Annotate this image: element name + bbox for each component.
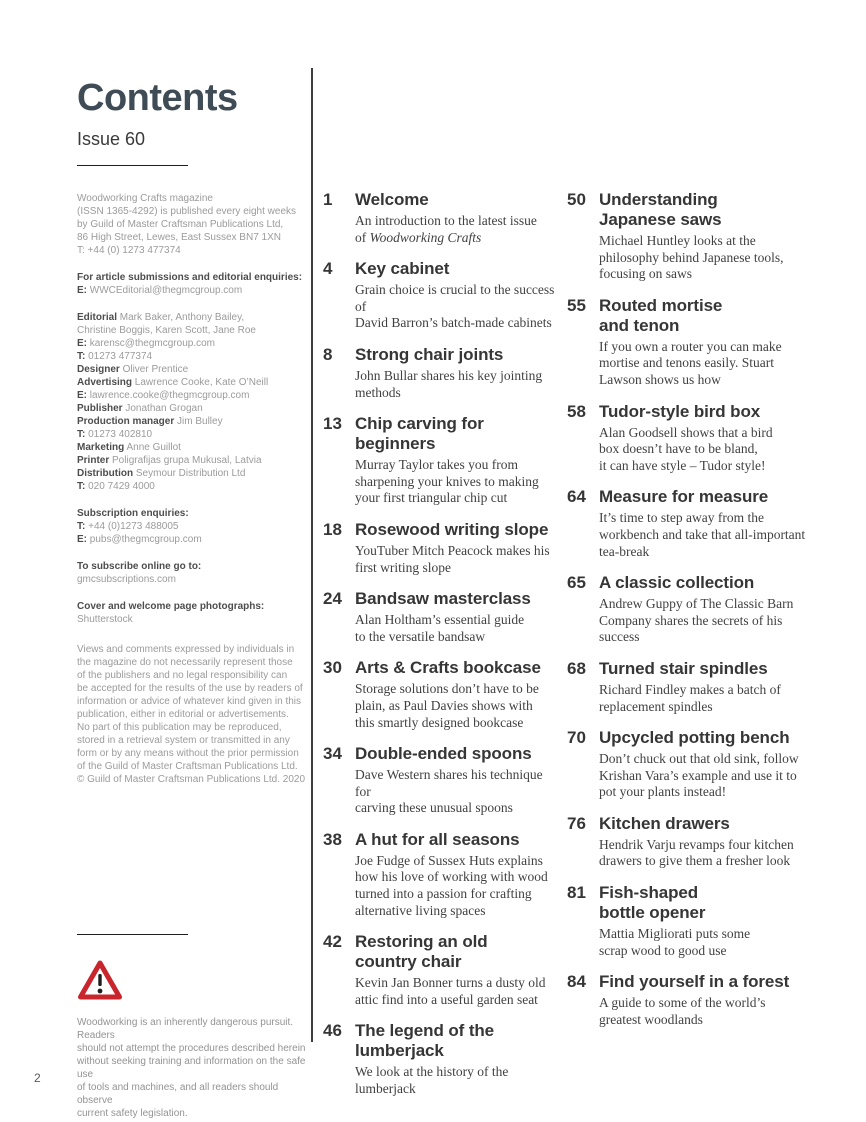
toc-entry-number: 46 (323, 1021, 342, 1041)
masthead-line (77, 507, 307, 520)
masthead-line-text: Oliver Prentice (119, 363, 189, 375)
toc-entry-number: 65 (567, 573, 586, 593)
toc-entry-body (355, 345, 555, 401)
toc-entry-body (599, 728, 811, 801)
masthead-line (77, 480, 307, 493)
masthead-line-text: 01273 402810 (85, 428, 153, 440)
toc-entry-description (599, 926, 811, 959)
issue-label: Issue 60 (77, 128, 146, 149)
page-title: Contents (77, 77, 238, 119)
toc-entry-description-text: Dave Western shares his technique for carving these unusual spoons (355, 767, 543, 816)
toc-entry-number: 34 (323, 744, 342, 764)
masthead-line-text: Jim Bulley (174, 415, 223, 427)
masthead-line-label: T: (77, 480, 86, 492)
masthead-line-text: Poligrafijas grupa Mukusal, Latvia (109, 454, 262, 466)
toc-entry-body (599, 487, 811, 560)
toc-entry-number: 42 (323, 932, 342, 952)
toc-entry-description-text: Murray Taylor takes you from sharpening your knives to making your first triangular chip cut (355, 457, 539, 506)
toc-entry-description (355, 853, 555, 919)
toc-entry[interactable] (323, 658, 555, 731)
toc-entry-description (599, 751, 811, 801)
masthead-line-label: Distribution (77, 467, 134, 479)
masthead-line (77, 205, 307, 218)
toc-entry-body (355, 830, 555, 919)
masthead-line-text: Mark Baker, Anthony Bailey, (117, 311, 245, 323)
masthead-line (77, 324, 307, 337)
disclaimer-text: Views and comments expressed by individuals in the magazine do not necessarily represent those of the publishers and no legal responsibility can be accepted for the results of the use by readers of information or advice of whatever kind given in this publication, either in editorial or advertisements. No part of this publication may be reproduced, stored in a retrieval system or transmitted in any form or by any means without the prior permission of the Guild of Master Craftsman Publications Ltd. © Guild of Master Craftsman Publications Ltd. 2020 (77, 643, 306, 785)
toc-entry[interactable] (567, 573, 811, 646)
masthead-line-label: Production manager (77, 415, 175, 427)
masthead-line-label: Publisher (77, 402, 123, 414)
toc-entry-description (599, 425, 811, 475)
masthead-line-text: (ISSN 1365-4292) is published every eight weeks (77, 205, 297, 217)
masthead-line (77, 376, 307, 389)
toc-entry-number: 68 (567, 658, 586, 678)
toc-entry-number: 84 (567, 972, 586, 992)
toc-entry-number: 24 (323, 589, 342, 609)
toc-entry-body (599, 190, 811, 283)
toc-entry-title[interactable]: Fish-shaped bottle opener (599, 883, 706, 923)
masthead-line (77, 428, 307, 441)
toc-entry-number: 50 (567, 190, 586, 209)
masthead-line (77, 402, 307, 415)
toc-column-1 (323, 190, 555, 1111)
safety-section (77, 919, 309, 1120)
masthead-line-text: 020 7429 4000 (85, 480, 155, 492)
masthead-editorial-enquiries (77, 271, 307, 297)
toc-entry-title[interactable]: A hut for all seasons (355, 829, 520, 849)
masthead-line (77, 311, 307, 324)
masthead-line-label: Subscription enquiries: (77, 507, 189, 519)
toc-entry-number: 4 (323, 259, 333, 279)
toc-entry-body (599, 659, 811, 715)
toc-entry-description (355, 681, 555, 731)
masthead-subscriptions (77, 507, 307, 546)
toc-entry-number: 55 (567, 295, 586, 315)
toc-entry-description (355, 368, 555, 401)
toc-entry-title[interactable]: Double-ended spoons (355, 744, 532, 764)
toc-entry-title[interactable]: Find yourself in a forest (599, 972, 790, 992)
masthead-line-label: Cover and welcome page photographs: (77, 600, 265, 612)
toc-entry[interactable] (567, 814, 811, 870)
masthead-line (77, 389, 307, 402)
masthead-line-text: karensc@thegmcgroup.com (87, 337, 215, 349)
masthead-line (77, 363, 307, 376)
masthead-line (77, 533, 307, 546)
toc-entry-description (599, 682, 811, 715)
toc-entry[interactable] (323, 932, 555, 1008)
toc-entry-body (599, 296, 811, 389)
masthead-line-text: pubs@thegmcgroup.com (87, 533, 202, 545)
toc-entry-body (355, 520, 555, 576)
toc-entry-body (355, 1021, 555, 1097)
toc-entry-title[interactable]: Measure for measure (599, 487, 769, 507)
toc-entry-title[interactable]: Upcycled potting bench (599, 728, 790, 748)
masthead-line-text: by Guild of Master Craftsman Publications Ltd, (77, 218, 284, 230)
toc-entry[interactable] (323, 520, 555, 576)
toc-entry-number: 8 (323, 344, 333, 364)
toc-entry-description-text: It’s time to step away from the workbench and take that all-important tea-break (599, 510, 806, 559)
toc-entry[interactable] (323, 830, 555, 919)
toc-entry-description (599, 837, 811, 870)
toc-entry[interactable] (567, 728, 811, 801)
toc-entry-title[interactable]: Routed mortise and tenon (599, 295, 723, 335)
toc-entry-title[interactable]: The legend of the lumberjack (355, 1021, 495, 1061)
masthead-line-text: 86 High Street, Lewes, East Sussex BN7 1XN (77, 231, 281, 243)
masthead-line (77, 231, 307, 244)
masthead-line-text: Anne Guillot (124, 441, 181, 453)
toc-entry-number: 13 (323, 414, 342, 434)
toc-entry-body (355, 658, 555, 731)
toc-entry-title[interactable]: Key cabinet (355, 259, 450, 279)
masthead-line (77, 520, 307, 533)
safety-rule (77, 934, 188, 935)
toc-entry-description (355, 543, 555, 576)
masthead-line-label: T: (77, 520, 86, 532)
toc-entry-number: 70 (567, 728, 586, 748)
page-number: 2 (34, 1071, 41, 1085)
toc-entry-title[interactable]: Tudor-style bird box (599, 401, 761, 421)
toc-entry-number: 1 (323, 190, 333, 209)
toc-entry-title[interactable]: A classic collection (599, 573, 755, 593)
toc-entry-title[interactable]: Strong chair joints (355, 344, 504, 364)
toc-entry-title[interactable]: Bandsaw masterclass (355, 589, 531, 609)
toc-entry-title[interactable]: Chip carving for beginners (355, 414, 484, 454)
toc-entry-description-text: Mattia Migliorati puts some scrap wood to good use (599, 926, 751, 958)
masthead-line-label: E: (77, 337, 87, 349)
masthead-line (77, 613, 307, 626)
toc-entry-number: 38 (323, 829, 342, 849)
toc-entry-description (355, 767, 555, 817)
masthead-line (77, 350, 307, 363)
toc-entry-title[interactable]: Arts & Crafts bookcase (355, 658, 541, 678)
toc (323, 190, 811, 1111)
masthead-line (77, 573, 307, 586)
warning-icon (77, 959, 309, 1006)
toc-entry-body (599, 573, 811, 646)
masthead-line-text: Lawrence Cooke, Kate O’Neill (132, 376, 269, 388)
toc-entry-description (599, 233, 811, 283)
masthead-line (77, 271, 307, 284)
masthead-line-label: T: (77, 350, 86, 362)
safety-text: Woodworking is an inherently dangerous pursuit. Readers should not attempt the procedures described herein without seeking training and information on the safe use of tools and machines, and all readers should observe current safety legislation. (77, 1017, 306, 1119)
toc-entry-description-text: Kevin Jan Bonner turns a dusty old attic find into a useful garden seat (355, 975, 546, 1007)
toc-entry-number: 64 (567, 487, 586, 507)
masthead-line (77, 560, 307, 573)
toc-entry-title[interactable]: Restoring an old country chair (355, 932, 488, 972)
toc-entry-description-text: Grain choice is crucial to the success of David Barron’s batch-made cabinets (355, 282, 555, 331)
toc-entry-body (355, 744, 555, 817)
masthead-line-text: 01273 477374 (85, 350, 153, 362)
toc-entry-description-text: Andrew Guppy of The Classic Barn Company shares the secrets of his success (599, 596, 794, 645)
masthead-line-label: E: (77, 284, 87, 296)
masthead-line (77, 244, 307, 257)
toc-entry-description (355, 213, 555, 246)
toc-entry-description-text: Hendrik Varju revamps four kitchen drawers to give them a fresher look (599, 836, 794, 869)
masthead-line (77, 454, 307, 467)
masthead-staff (77, 311, 307, 493)
toc-entry-number: 30 (323, 658, 342, 678)
toc-entry-description-text: Joe Fudge of Sussex Huts explains how his love of working with wood turned into a passion for crafting alternative living spaces (355, 852, 548, 918)
toc-column-2 (567, 190, 811, 1041)
toc-entry-description (355, 612, 555, 645)
toc-entry[interactable] (323, 345, 555, 401)
toc-entry-description-text: Michael Huntley looks at the philosophy behind Japanese tools, focusing on saws (599, 233, 784, 282)
toc-entry-number: 18 (323, 519, 342, 539)
toc-entry[interactable] (323, 744, 555, 817)
toc-entry-body (599, 883, 811, 959)
masthead (77, 192, 307, 786)
masthead-line-label: T: (77, 428, 86, 440)
masthead-line-text: T: +44 (0) 1273 477374 (77, 244, 181, 256)
masthead-line-text: gmcsubscriptions.com (77, 573, 176, 585)
toc-entry-description-text: Alan Goodsell shows that a bird box doesn’t have to be bland, it can have style – Tudor style! (599, 424, 773, 473)
masthead-line-label: For article submissions and editorial enquiries: (77, 271, 303, 283)
toc-entry[interactable] (567, 883, 811, 959)
masthead-line-text: +44 (0)1273 488005 (85, 520, 179, 532)
toc-entry-body (355, 932, 555, 1008)
toc-entry-number: 81 (567, 883, 586, 903)
masthead-subscribe-online (77, 560, 307, 586)
masthead-line-label: E: (77, 533, 87, 545)
toc-entry-title[interactable]: Understanding Japanese saws (599, 190, 722, 229)
toc-entry-description (355, 975, 555, 1008)
toc-entry-number: 58 (567, 401, 586, 421)
toc-entry-body (355, 589, 555, 645)
toc-entry-description (355, 457, 555, 507)
toc-entry-body (599, 402, 811, 475)
toc-entry-title[interactable]: Turned stair spindles (599, 658, 768, 678)
toc-entry-description-text: We look at the history of the lumberjack (355, 1064, 509, 1097)
masthead-line-text: Christine Boggis, Karen Scott, Jane Roe (77, 324, 256, 336)
toc-entry-description (355, 1064, 555, 1097)
masthead-line-label: Printer (77, 454, 110, 466)
toc-entry[interactable] (323, 259, 555, 332)
masthead-line (77, 284, 307, 297)
column-divider (311, 68, 313, 1042)
masthead-line-text: Seymour Distribution Ltd (133, 467, 246, 479)
toc-entry[interactable] (567, 402, 811, 475)
toc-entry-body (355, 259, 555, 332)
masthead-line-text: WWCEditorial@thegmcgroup.com (87, 284, 243, 296)
toc-entry-description-text: Storage solutions don’t have to be plain, as Paul Davies shows with this smartly designed bookcase (355, 681, 539, 730)
toc-entry-description (599, 339, 811, 389)
masthead-line-text: Woodworking Crafts magazine (77, 192, 213, 204)
toc-entry-description-text: Richard Findley makes a batch of replacement spindles (599, 681, 781, 714)
toc-entry-description-text: Don’t chuck out that old sink, follow Krishan Vara’s example and use it to pot your plants instead! (599, 751, 799, 800)
masthead-about (77, 192, 307, 257)
toc-entry-description (599, 510, 811, 560)
masthead-sidebar (77, 78, 307, 786)
toc-entry-description-italic: Woodworking Crafts (369, 229, 482, 245)
masthead-line-text: Jonathan Grogan (122, 402, 203, 414)
masthead-line-label: Designer (77, 363, 120, 375)
masthead-line-label: E: (77, 389, 87, 401)
toc-entry-description (599, 995, 811, 1028)
masthead-line (77, 441, 307, 454)
masthead-line-label: Marketing (77, 441, 125, 453)
masthead-line (77, 600, 307, 613)
issue-rule (77, 165, 188, 166)
toc-entry-description-text: YouTuber Mitch Peacock makes his first writing slope (355, 542, 550, 575)
masthead-line (77, 337, 307, 350)
toc-entry-body (599, 814, 811, 870)
toc-entry[interactable] (567, 190, 811, 283)
masthead-line (77, 192, 307, 205)
toc-entry[interactable] (323, 414, 555, 507)
toc-entry-description (355, 282, 555, 332)
toc-entry-title[interactable]: Rosewood writing slope (355, 519, 549, 539)
toc-entry[interactable] (323, 190, 555, 246)
masthead-line-text: lawrence.cooke@thegmcgroup.com (87, 389, 250, 401)
masthead-line (77, 218, 307, 231)
toc-entry-description (599, 596, 811, 646)
toc-entry[interactable] (323, 589, 555, 645)
masthead-line-label: Editorial (77, 311, 118, 323)
toc-entry[interactable] (567, 487, 811, 560)
toc-entry-number: 76 (567, 813, 586, 833)
masthead-line (77, 415, 307, 428)
toc-entry-description-text: A guide to some of the world’s greatest woodlands (599, 995, 766, 1027)
toc-entry-title[interactable]: Kitchen drawers (599, 813, 730, 833)
masthead-line-label: To subscribe online go to: (77, 560, 202, 572)
toc-entry-description-text: Alan Holtham’s essential guide to the versatile bandsaw (355, 612, 525, 644)
toc-entry-body (355, 190, 555, 246)
masthead-line-text: Shutterstock (77, 613, 133, 625)
toc-entry[interactable] (567, 659, 811, 715)
toc-entry-body (355, 414, 555, 507)
masthead-photographs (77, 600, 307, 626)
toc-entry-title[interactable]: Welcome (355, 190, 429, 209)
masthead-line (77, 467, 307, 480)
toc-entry-description-text: If you own a router you can make mortise and tenons easily. Stuart Lawson shows us how (599, 338, 782, 387)
toc-entry[interactable] (567, 296, 811, 389)
toc-entry[interactable] (567, 972, 811, 1028)
masthead-line-label: Advertising (77, 376, 133, 388)
toc-entry-description-text: John Bullar shares his key jointing methods (355, 367, 543, 400)
toc-entry-body (599, 972, 811, 1028)
toc-entry[interactable] (323, 1021, 555, 1097)
toc-entry-description-text: An introduction to the latest issue of (355, 213, 537, 245)
